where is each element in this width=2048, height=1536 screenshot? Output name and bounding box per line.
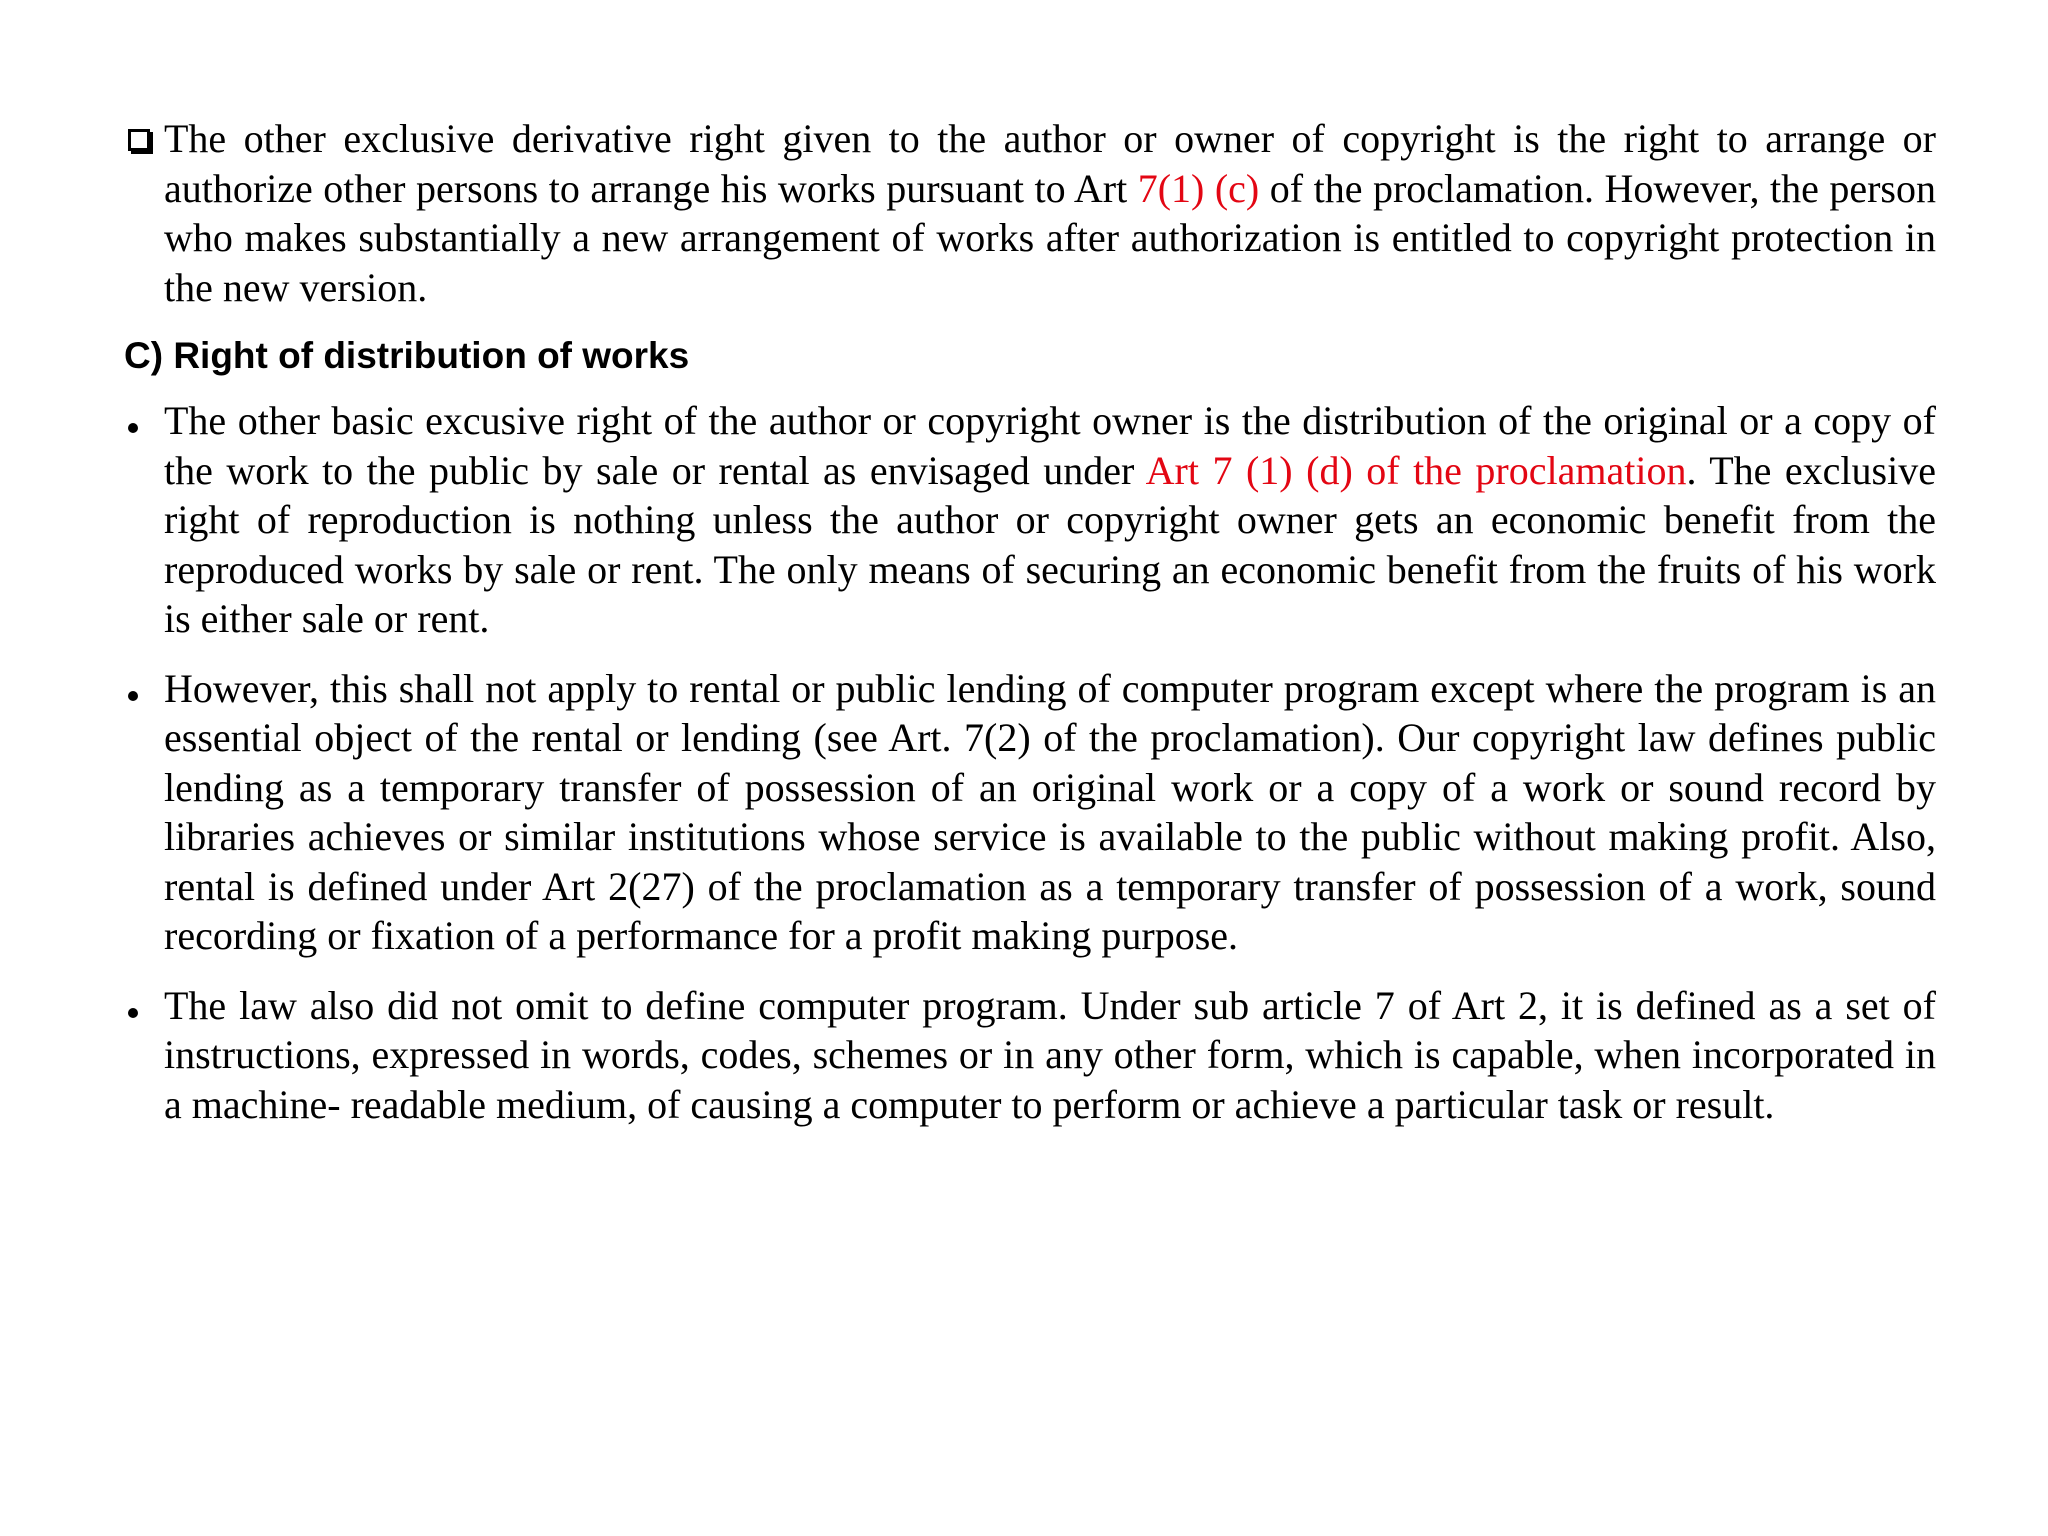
round-bullet-icon (124, 664, 162, 714)
bullet-item-3 (124, 981, 1936, 1130)
bullet-item-2 (124, 664, 1936, 961)
bullet1-text-after: . The exclusive right of reproduction is nothing unless the author or copyright owner gets an economic benefit from the reproduced works by sale or rent. The only means of securing an economic benefit from the fruits of his work is either sale or rent. (164, 447, 1936, 641)
intro-article-reference: 7(1) (c) (1137, 165, 1260, 211)
bullet3-text: The law also did not omit to define computer program. Under sub article 7 of Art 2, it is defined as a set of instructions, expressed in words, codes, schemes or in any other form, which is capable, when incorporated in a machine- readable medium, of causing a computer to perform or achieve a particular task or result. (164, 982, 1936, 1127)
intro-text-after: of the proclamation. However, the person who makes substantially a new arrangement of works after authorization is entitled to copyright protection in the new version. (164, 165, 1937, 310)
section-heading: C) Right of distribution of works (124, 335, 690, 376)
slide-content (124, 114, 1936, 1129)
round-bullet-icon (124, 981, 162, 1031)
round-bullet-icon (124, 396, 162, 446)
bullet1-text-before: The other basic excusive right of the author or copyright owner is the distribution of the original or a copy of the work to the public by sale or rental as envisaged under (164, 398, 1936, 493)
intro-text-before: The other exclusive derivative right given to the author or owner of copyright is the right to arrange or authorize other persons to arrange his works pursuant to Art (164, 116, 1936, 211)
checkbox-square-bullet-icon (124, 114, 162, 164)
bullet2-text: However, this shall not apply to rental or public lending of computer program except where the program is an essential object of the rental or lending (see Art. 7(2) of the proclamation). Our copyright law defines public lending as a temporary transfer of possession of an original work or a copy of a work or sound record by libraries achieves or similar institutions whose service is available to the public without making profit. Also, rental is defined under Art 2(27) of the proclamation as a temporary transfer of possession of a work, sound recording or fixation of a performance for a profit making purpose. (164, 665, 1936, 958)
intro-paragraph (124, 114, 1936, 312)
bullet-item-1 (124, 396, 1936, 644)
bullet1-article-reference: Art 7 (1) (d) of the proclamation (1145, 447, 1687, 493)
